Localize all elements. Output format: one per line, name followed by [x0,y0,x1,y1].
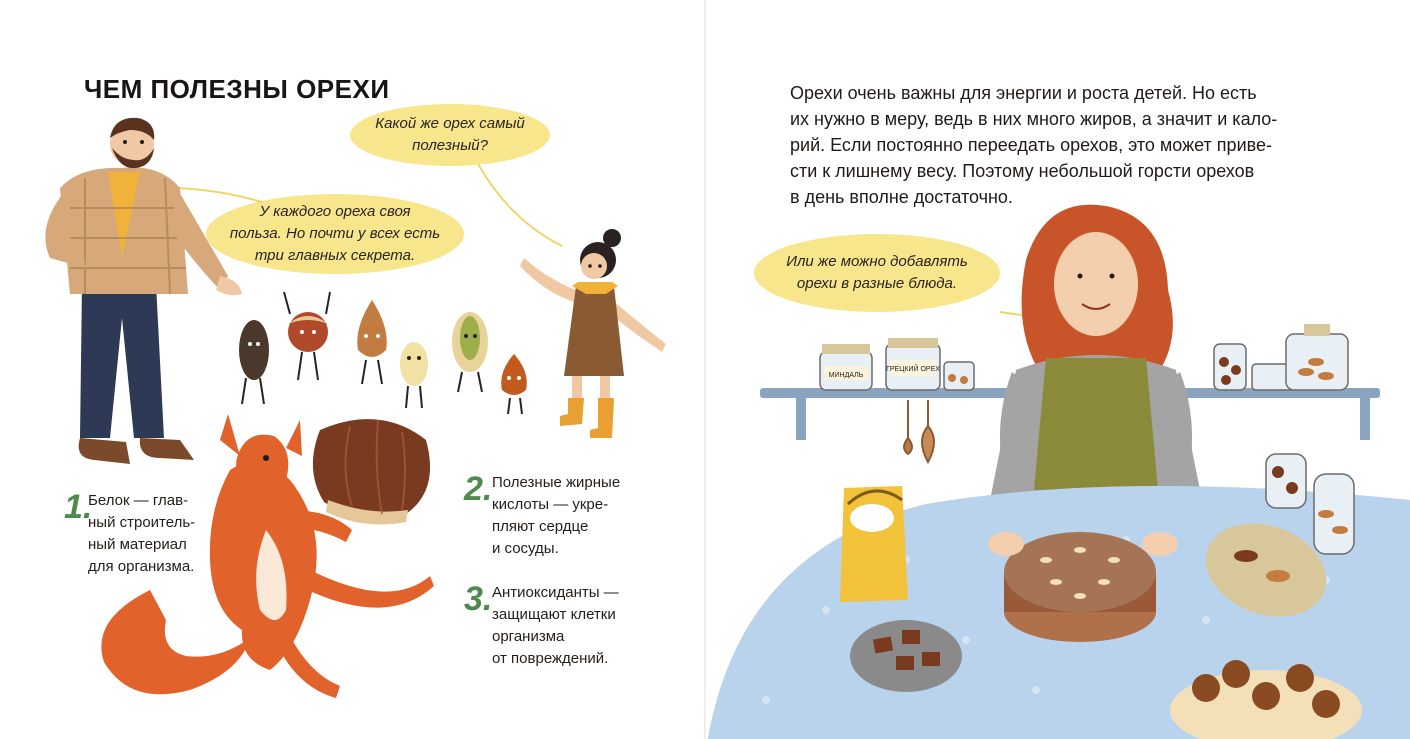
nut-character-hazelnut [284,292,330,380]
speech-bubble-child [350,104,550,166]
right-page [706,0,1410,739]
bubble-line: польза. Но почти у всех есть [229,225,441,242]
fact-item [64,490,244,578]
spoon-icon [904,400,912,454]
nut-character-pecan [239,320,269,404]
nut-character-pistachio [452,312,488,392]
table-scene [706,460,1410,739]
plate-icon [850,620,962,692]
bubble-line: орехи в разные блюда. [796,275,958,292]
fact-item [464,582,664,670]
jar-icon [1314,474,1354,554]
fact-number: 1. [64,488,93,526]
jar-label-walnut: ГРЕЦКИЙ ОРЕХ [886,366,940,373]
fact-number: 3. [464,580,493,618]
fact-number: 2. [464,470,493,508]
bubble-line: У каждого ореха своя [259,203,411,220]
cake-icon [1004,532,1156,642]
page-title: ЧЕМ ПОЛЕЗНЫ ОРЕХИ [84,74,390,104]
bubble-line: полезный? [412,137,488,154]
jar-icon [820,344,872,390]
jar-icon [1266,454,1306,508]
bubble-line: Какой же орех самый [375,115,525,132]
nut-character-chestnut [501,354,527,414]
bubble-line: Или же можно добавлять [786,253,968,270]
nut-character-cashew [400,342,428,408]
fact-text: Антиоксиданты — защищают клетки организма от повреждений. [492,584,619,667]
flour-bag-icon [840,486,908,602]
jar-icon [1286,324,1348,390]
nut-characters [226,288,546,420]
main-paragraph: Орехи очень важны для энергии и роста детей. Но есть их нужно в меру, ведь в них много жиров, а значит и кало- рий. Если постоянно переедать орехов, это может приве- сти к лишнему весу. Поэтому небольшой горсти орехов в день вполне достаточно. [790,83,1278,207]
jar-icon [886,338,940,390]
fact-text: Белок — глав- ный строитель- ный материал для организма. [88,492,196,575]
bubble-line: три главных секрета. [254,247,416,264]
spoon-icon [922,400,934,462]
fact-item [464,472,664,560]
jar-label-almond: МИНДАЛЬ [828,372,864,379]
nut-character-almond [357,300,386,384]
fact-text: Полезные жирные кислоты — укре- пляют сердце и сосуды. [492,474,621,557]
